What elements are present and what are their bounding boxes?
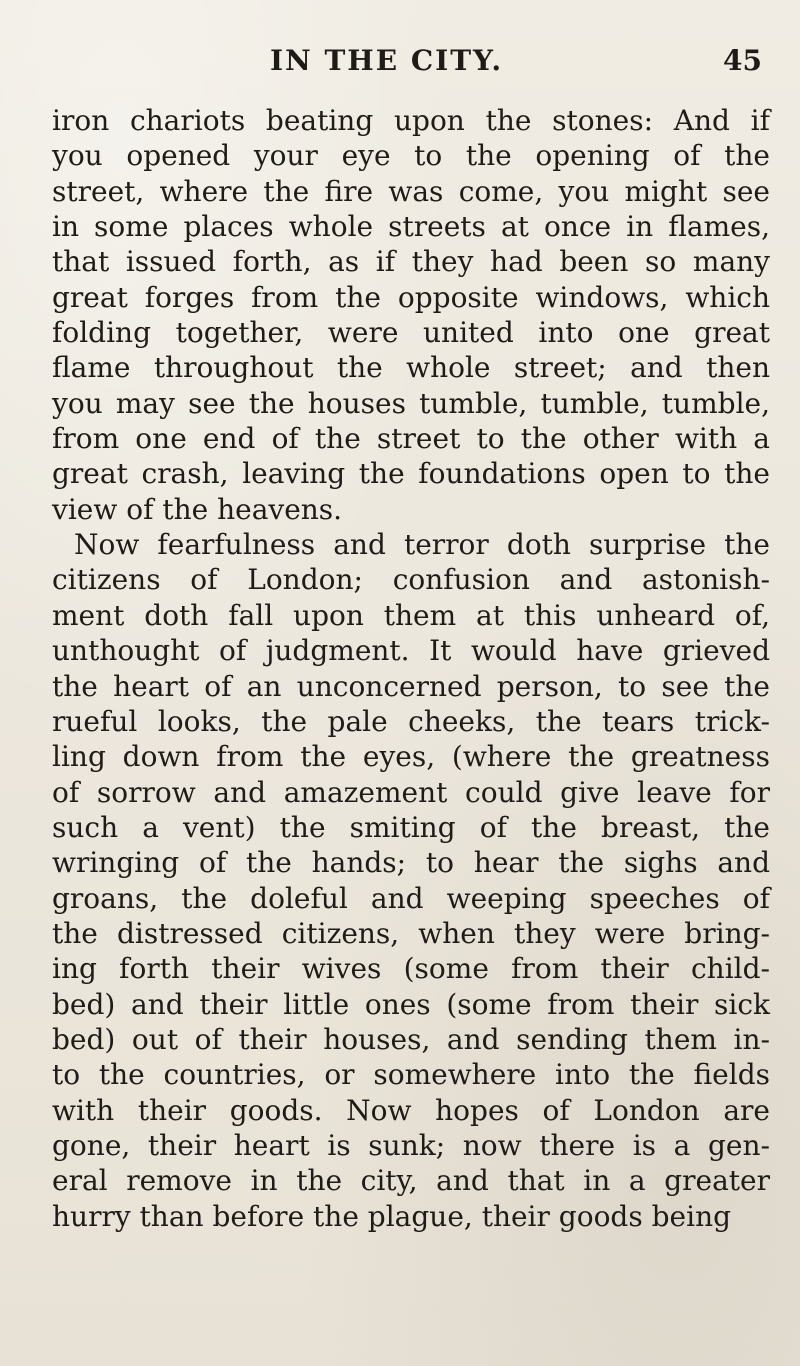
text-line-6: great forges from the opposite windows, which bbox=[52, 280, 770, 314]
text-line-32: hurry than before the plague, their goods being bbox=[52, 1199, 732, 1233]
text-line-19: ling down from the eyes, (where the greatness bbox=[52, 740, 770, 774]
text-line-8: flame throughout the whole street; and then bbox=[52, 351, 770, 385]
text-line-27: bed) out of their houses, and sending them in- bbox=[52, 1022, 770, 1056]
text-line-23: groans, the doleful and weeping speeches of bbox=[52, 881, 770, 915]
text-line-17: the heart of an unconcerned person, to see the bbox=[52, 669, 770, 703]
text-line-11: great crash, leaving the foundations open to the bbox=[52, 457, 770, 491]
text-line-4: in some places whole streets at once in flames, bbox=[52, 210, 770, 244]
text-line-20: of sorrow and amazement could give leave for bbox=[52, 775, 770, 809]
text-line-12: view of the heavens. bbox=[52, 492, 343, 526]
text-line-30: gone, their heart is sunk; now there is a gen- bbox=[52, 1128, 770, 1162]
text-line-1: iron chariots beating upon the stones: And if bbox=[52, 104, 770, 137]
text-line-9: you may see the houses tumble, tumble, tumble, bbox=[52, 386, 770, 420]
page-header bbox=[0, 45, 800, 85]
text-line-3: street, where the fire was come, you might see bbox=[52, 174, 770, 208]
text-line-21: such a vent) the smiting of the breast, the bbox=[52, 810, 770, 844]
text-line-22: wringing of the hands; to hear the sighs and bbox=[52, 846, 770, 880]
text-line-15: ment doth fall upon them at this unheard of, bbox=[52, 598, 770, 632]
text-line-7: folding together, were united into one great bbox=[52, 316, 770, 350]
page-number: 45 bbox=[723, 44, 762, 77]
text-line-31: eral remove in the city, and that in a greater bbox=[52, 1164, 770, 1198]
text-line-25: ing forth their wives (some from their child- bbox=[52, 952, 770, 986]
running-head: IN THE CITY. bbox=[270, 44, 504, 77]
text-line-29: with their goods. Now hopes of London are bbox=[52, 1093, 770, 1127]
text-line-18: rueful looks, the pale cheeks, the tears trick- bbox=[52, 704, 770, 738]
text-line-2: you opened your eye to the opening of the bbox=[52, 139, 770, 173]
text-line-13: Now fearfulness and terror doth surprise the bbox=[74, 528, 770, 562]
text-line-24: the distressed citizens, when they were bring- bbox=[52, 916, 770, 950]
text-line-14: citizens of London; confusion and astonish- bbox=[52, 563, 770, 597]
text-line-26: bed) and their little ones (some from their sick bbox=[52, 987, 770, 1021]
text-line-10: from one end of the street to the other with a bbox=[52, 422, 770, 456]
text-line-16: unthought of judgment. It would have grieved bbox=[52, 634, 770, 668]
text-line-28: to the countries, or somewhere into the fields bbox=[52, 1058, 770, 1092]
text-line-5: that issued forth, as if they had been so many bbox=[52, 245, 770, 279]
body-text bbox=[52, 103, 770, 1313]
